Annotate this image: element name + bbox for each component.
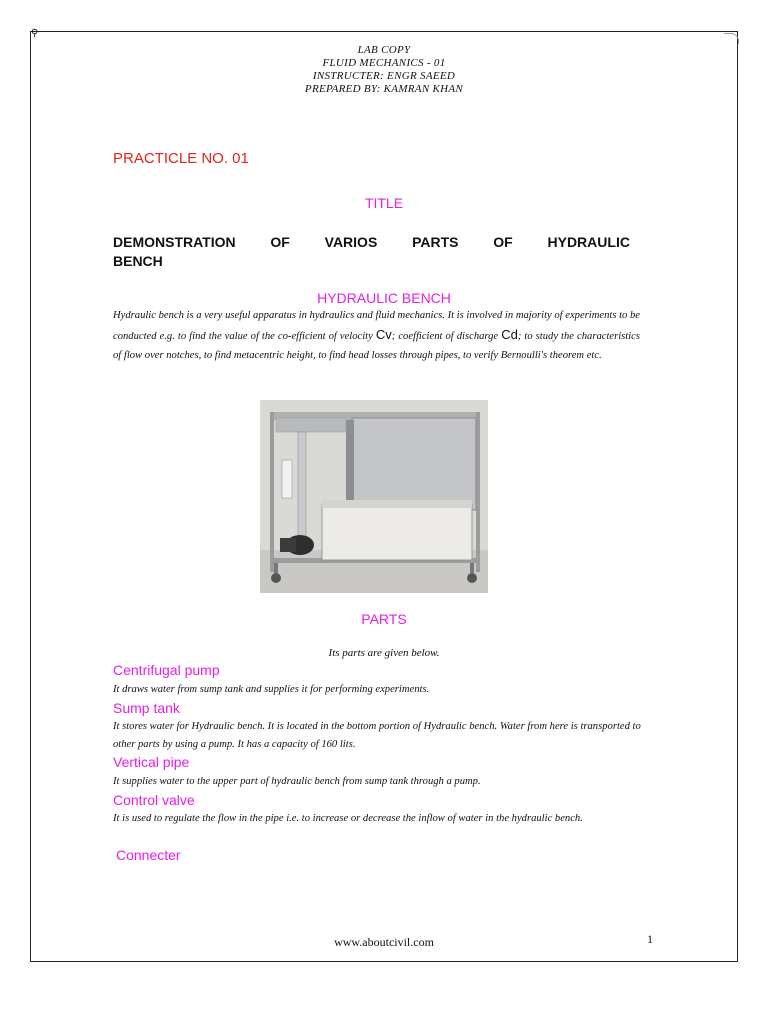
part-heading-control-valve: Control valve [113,792,195,808]
intro-text: ; coefficient of discharge [391,331,502,342]
part-description: It supplies water to the upper part of hydraulic bench from sump tank through a pump. [113,776,481,787]
practical-number: PRACTICLE NO. 01 [113,150,249,167]
part-heading-centrifugal-pump: Centrifugal pump [113,662,220,678]
page-fold-mark [724,33,739,44]
part-heading-sump-tank: Sump tank [113,700,180,716]
part-heading-vertical-pipe: Vertical pipe [113,754,190,770]
cd-symbol: Cd [501,327,518,342]
header-line-3: INSTRUCTER: ENGR SAEED [312,70,456,82]
header-line-2: FLUID MECHANICS - 01 [322,57,446,69]
title-word: OF [270,234,290,250]
cv-symbol: Cv [375,327,392,342]
parts-heading: PARTS [361,611,407,627]
header-line-4: PREPARED BY: KAMRAN KHAN [304,83,464,95]
experiment-title [113,233,630,271]
title-word: BENCH [113,253,163,269]
document-header [0,44,768,96]
title-word: DEMONSTRATION [113,234,236,250]
hydraulic-bench-photo [260,400,488,593]
footer-url: www.aboutcivil.com [334,935,434,949]
title-word: HYDRAULIC [547,234,630,250]
title-word: PARTS [412,234,459,250]
part-description: It draws water from sump tank and supplies it for performing experiments. [113,684,430,695]
intro-text: Hydraulic bench is a very useful apparatus in hydraulics and fluid mechanics. It is involved in majority of experiments to be conducted e.g. to find the value of the co-efficient of velocity [113,310,640,342]
parts-intro: Its parts are given below. [328,647,440,659]
part-description: It stores water for Hydraulic bench. It is located in the bottom portion of Hydraulic bench. Water from here is transported to other parts by using a pump. It has a capacity of 160 lits. [113,721,641,750]
part-description: It is used to regulate the flow in the pipe i.e. to increase or decrease the inflow of water in the hydraulic bench. [113,813,583,824]
title-word: VARIOS [324,234,378,250]
title-heading: TITLE [364,195,404,211]
corner-mark: ⚲ [31,28,39,39]
header-line-1: LAB COPY [357,44,411,56]
part-heading-connecter: Connecter [116,847,181,863]
hydraulic-bench-heading: HYDRAULIC BENCH [317,290,451,306]
title-word: OF [493,234,513,250]
intro-text: ; to study the characteristics of flow over notches, to find metacentric height, to find head losses through pipes, to verify Bernoulli's theorem etc. [113,331,640,361]
intro-paragraph [113,306,640,365]
page-number: 1 [647,932,653,946]
